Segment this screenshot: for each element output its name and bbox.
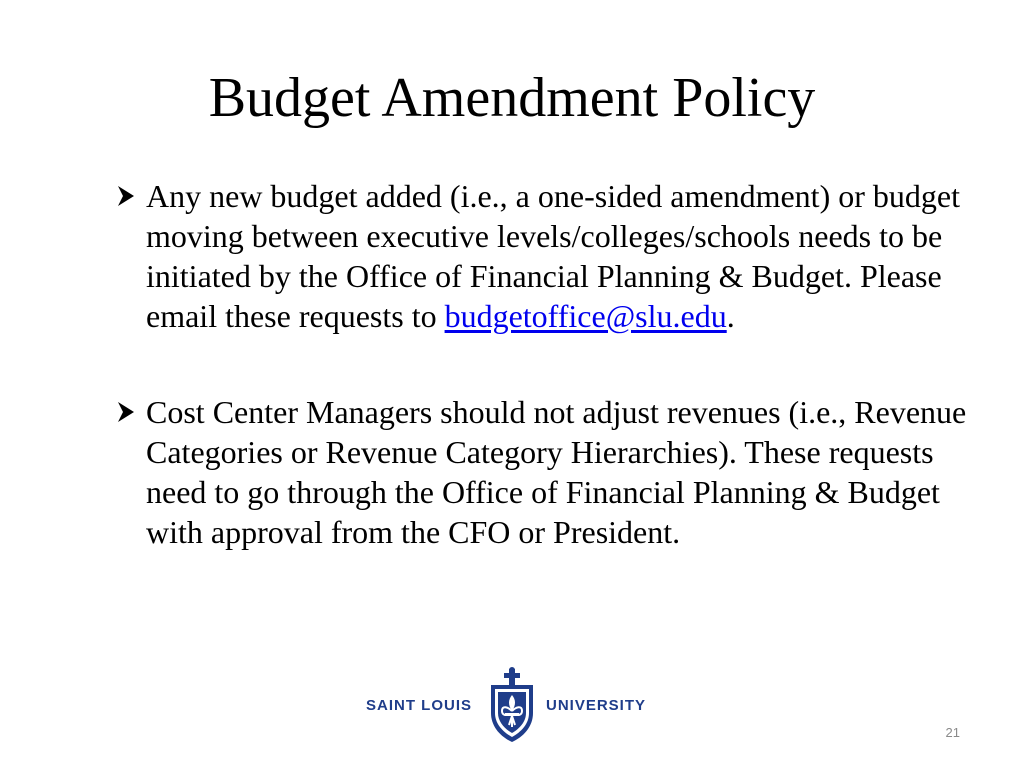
bullet-list xyxy=(113,176,973,552)
bullet-text-end: . xyxy=(726,298,735,334)
university-logo xyxy=(366,667,658,745)
bullet-text: Any new budget added (i.e., a one-sided amendment) or budget moving between executive levels/colleges/schools needs to be initiated by the Office of Financial Planning & Budget. Please email these requests to xyxy=(146,178,960,334)
bullet-item xyxy=(113,176,973,336)
budget-office-email-link[interactable]: budgetoffice@slu.edu xyxy=(444,298,727,334)
bullet-item xyxy=(113,392,973,552)
page-number: 21 xyxy=(945,725,960,740)
arrow-bullet-icon xyxy=(115,185,137,207)
logo-text-right: UNIVERSITY xyxy=(546,697,647,714)
slide-title: Budget Amendment Policy xyxy=(208,67,816,129)
logo-text-left: SAINT LOUIS xyxy=(366,697,473,714)
arrow-bullet-icon xyxy=(115,401,137,423)
bullet-text: Cost Center Managers should not adjust revenues (i.e., Revenue Categories or Revenue Category Hierarchies). These requests need to go through the Office of Financial Planning & Budget with approval from the CFO or President. xyxy=(146,394,967,550)
fleur-de-lis-shield-icon xyxy=(488,667,536,743)
